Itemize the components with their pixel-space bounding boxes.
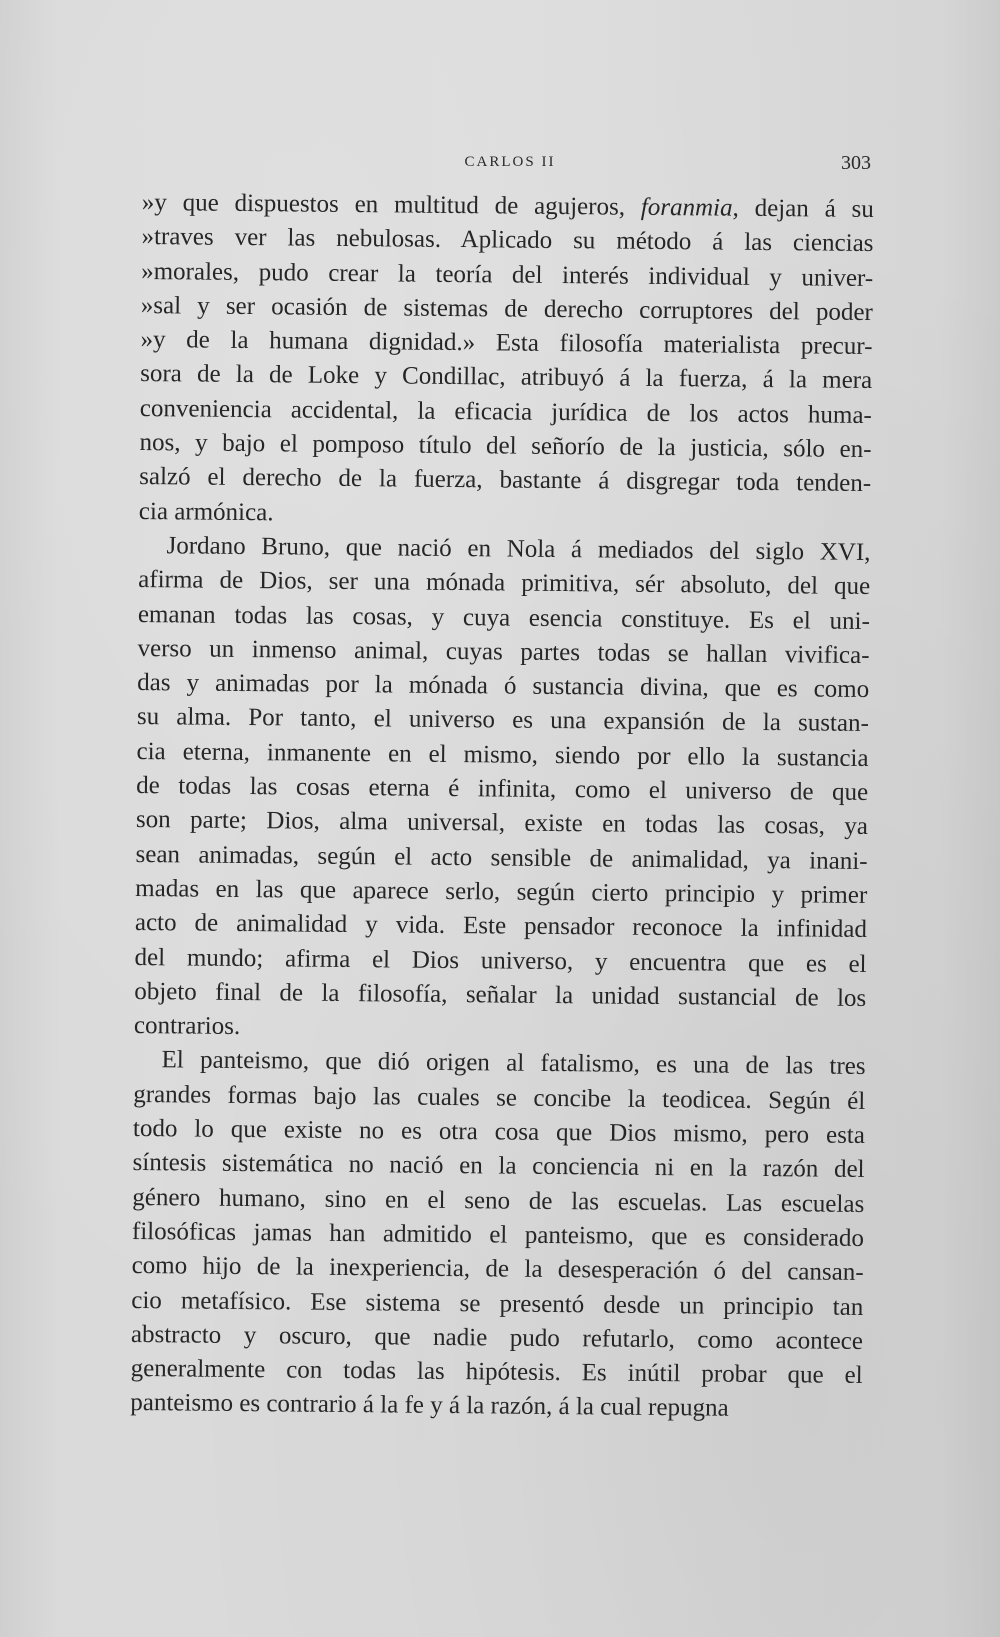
text-segment: »traves ver las nebulosas. Aplicado su método á las ciencias xyxy=(141,223,874,258)
italic-text: foranmia xyxy=(640,193,733,222)
text-segment: panteismo es contrario á la fe y á la razón, á la cual repugna xyxy=(130,1389,729,1423)
text-segment: »y que dispuestos en multitud de agujeros, xyxy=(141,188,642,221)
text-segment: , dejan á su xyxy=(732,194,874,224)
text-segment: emanan todas las cosas, y cuya esencia constituye. Es el uni- xyxy=(137,600,870,635)
running-title: CARLOS II xyxy=(464,154,556,170)
text-line xyxy=(130,1386,862,1427)
paragraph xyxy=(139,186,874,536)
body-text xyxy=(130,186,874,1428)
text-segment: das y animadas por la mónada ó sustancia divina, que es como xyxy=(137,669,870,704)
paragraph xyxy=(134,529,871,1050)
text-segment: género humano, sino en el seno de las escuelas. Las escuelas xyxy=(132,1183,865,1218)
text-segment: como hijo de la inexperiencia, de la desesperación ó del cansan- xyxy=(131,1252,864,1287)
text-segment: generalmente con todas las hipótesis. Es inútil probar que el xyxy=(130,1355,863,1390)
text-segment: nos, y bajo el pomposo título del señorío de la justicia, sólo en- xyxy=(139,429,872,464)
text-segment: objeto final de la filosofía, señalar la unidad sustancial de los xyxy=(134,977,867,1012)
text-segment: cio metafísico. Ese sistema se presentó desde un principio tan xyxy=(131,1286,864,1321)
text-segment: Jordano Bruno, que nació en Nola á mediados del siglo XVI, xyxy=(166,532,871,566)
text-segment: su alma. Por tanto, el universo es una expansión de la sustan- xyxy=(136,703,869,738)
text-segment: acto de animalidad y vida. Este pensador reconoce la infinidad xyxy=(134,909,868,944)
text-segment: cia eterna, inmanente en el mismo, siendo por ello la sustancia xyxy=(136,737,869,772)
text-segment: abstracto y oscuro, que nadie pudo refutarlo, como acontece xyxy=(130,1320,864,1355)
text-segment: del mundo; afirma el Dios universo, y encuentra que es el xyxy=(134,943,867,978)
text-segment: de todas las cosas eterna é infinita, como el universo de que xyxy=(136,772,869,807)
text-segment: conveniencia accidental, la eficacia jurídica de los actos huma- xyxy=(139,394,872,429)
text-segment: cia armónica. xyxy=(138,497,274,526)
text-segment: todo lo que existe no es otra cosa que Dios mismo, pero esta xyxy=(132,1114,866,1149)
text-segment: El panteismo, que dió origen al fatalismo, es una de las tres xyxy=(161,1046,866,1081)
text-segment: sean animadas, según el acto sensible de animalidad, ya inani- xyxy=(135,840,868,875)
running-head xyxy=(145,150,875,180)
text-segment: verso un inmenso animal, cuyas partes todas se hallan vivifica- xyxy=(137,634,870,669)
text-segment: son parte; Dios, alma universal, existe en todas las cosas, ya xyxy=(135,806,869,841)
text-line xyxy=(134,975,866,1016)
text-segment: »y de la humana dignidad.» Esta filosofía materialista precur- xyxy=(140,326,873,361)
paragraph xyxy=(130,1043,866,1427)
text-segment: sora de la de Loke y Condillac, atribuyó á la fuerza, á la mera xyxy=(140,360,873,395)
text-segment: grandes formas bajo las cuales se concibe la teodicea. Según él xyxy=(133,1080,866,1115)
text-segment: »morales, pudo crear la teoría del interés individual y univer- xyxy=(141,257,874,292)
text-segment: madas en las que aparece serlo, según cierto principio y primer xyxy=(135,874,868,909)
text-segment: »sal y ser ocasión de sistemas de derecho corruptores del poder xyxy=(140,291,873,326)
text-segment: síntesis sistemática no nació en la conciencia ni en la razón del xyxy=(132,1149,865,1184)
text-segment: contrarios. xyxy=(133,1012,241,1041)
text-segment: salzó el derecho de la fuerza, bastante á disgregar toda tenden- xyxy=(139,463,872,498)
text-segment: filosóficas jamas han admitido el panteismo, que es considerado xyxy=(131,1217,865,1252)
page-number: 303 xyxy=(841,152,871,174)
text-segment: afirma de Dios, ser una mónada primitiva, sér absoluto, del que xyxy=(138,566,871,601)
